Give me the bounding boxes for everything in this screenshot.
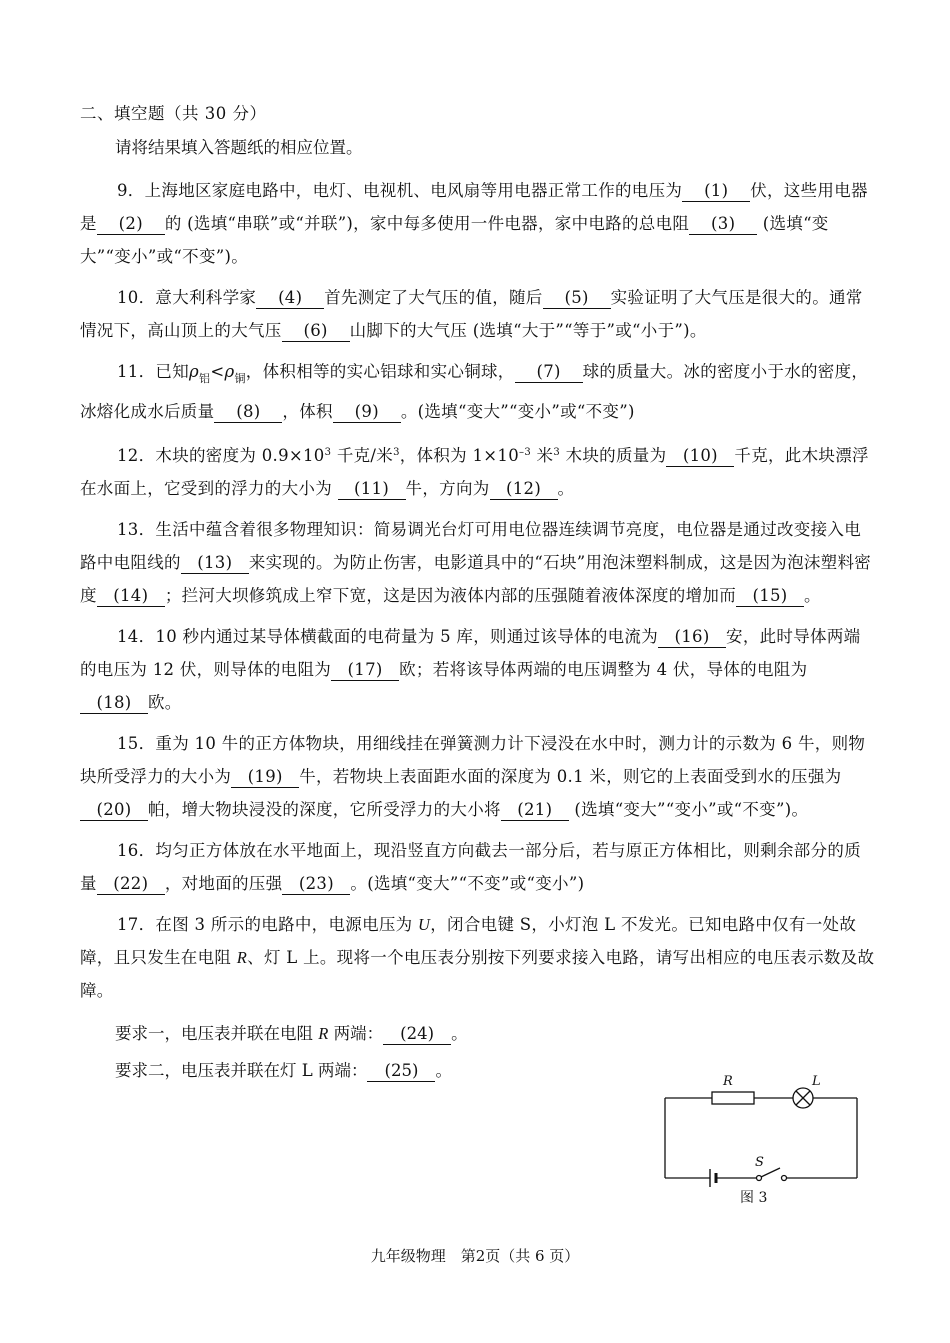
requirement-2: 要求二，电压表并联在灯 L 两端： (25) 。 <box>115 1061 452 1080</box>
answer-blank-2[interactable]: (2) <box>97 214 165 235</box>
answer-blank-17[interactable]: (17) <box>331 660 399 681</box>
question-9: 9．上海地区家庭电路中，电灯、电视机、电风扇等用电器正常工作的电压为 (1) 伏，这些用电器是 (2) 的 (选填“串联”或“并联”)，家中每多使用一件电器，家中电路的总电阻 (3) (选填“变大”“变小”或“不变”)。 <box>80 181 868 266</box>
answer-blank-5[interactable]: (5) <box>543 288 611 309</box>
answer-blank-6[interactable]: (6) <box>282 321 350 342</box>
answer-blank-12[interactable]: (12) <box>490 479 558 500</box>
requirement-1: 要求一，电压表并联在电阻 R 两端： (24) 。 <box>115 1024 468 1043</box>
answer-blank-14[interactable]: (14) <box>97 586 165 607</box>
figure-caption: 图 3 <box>740 1190 768 1206</box>
answer-blank-9[interactable]: (9) <box>333 402 401 423</box>
answer-blank-25[interactable]: (25) <box>367 1061 435 1082</box>
resistor-symbol <box>712 1092 754 1104</box>
question-13: 13．生活中蕴含着很多物理知识：简易调光台灯可用电位器连续调节亮度，电位器是通过改变接入电路中电阻线的 (13) 来实现的。为防止伤害，电影道具中的“石块”用泡沫塑料制成，这是因为泡沫塑料密度 (14) ；拦河大坝修筑成上窄下宽，这是因为液体内部的压强随着液体深度的增加而 (15) 。 <box>80 520 872 605</box>
answer-blank-8[interactable]: (8) <box>214 402 282 423</box>
question-12: 12．木块的密度为 $0.9\times 10^3$ 千克/米$^3$，体积为 $1\times 10^{-3}$ 米$^3$ 木块的质量为 (10) 千克，此木块漂浮在水面上，它受到的浮力的大小为 (11) 牛，方向为 (12) 。 <box>80 446 869 498</box>
answer-blank-1[interactable]: (1) <box>682 181 750 202</box>
answer-blank-10[interactable]: (10) <box>666 446 734 467</box>
answer-blank-15[interactable]: (15) <box>736 586 804 607</box>
answer-blank-13[interactable]: (13) <box>181 553 249 574</box>
answer-blank-21[interactable]: (21) <box>501 800 569 821</box>
label-r: R <box>723 1074 733 1089</box>
section-instruction: 请将结果填入答题纸的相应位置。 <box>115 138 363 157</box>
question-16: 16．均匀正方体放在水平地面上，现沿竖直方向截去一部分后，若与原正方体相比，则剩余部分的质量 (22) ，对地面的压强 (23) 。(选填“变大”“不变”或“变小”) <box>80 841 861 893</box>
answer-blank-4[interactable]: (4) <box>256 288 324 309</box>
answer-blank-22[interactable]: (22) <box>97 874 165 895</box>
question-17: 17．在图 3 所示的电路中，电源电压为 U，闭合电键 S，小灯泡 L 不发光。已知电路中仅有一处故障，且只发生在电阻 R、灯 L 上。现将一个电压表分别按下列要求接入电路，请写出相应的电压表示数及故障。 <box>80 915 875 1000</box>
answer-blank-18[interactable]: (18) <box>80 693 148 714</box>
answer-blank-23[interactable]: (23) <box>282 874 350 895</box>
section-title: 二、填空题（共 30 分） <box>80 104 267 123</box>
label-l: L <box>812 1074 821 1089</box>
answer-blank-11[interactable]: (11) <box>338 479 406 500</box>
answer-blank-20[interactable]: (20) <box>80 800 148 821</box>
answer-blank-7[interactable]: (7) <box>515 362 583 383</box>
answer-blank-19[interactable]: (19) <box>231 767 299 788</box>
page-footer: 九年级物理 第2页（共 6 页） <box>370 1247 580 1265</box>
answer-blank-24[interactable]: (24) <box>383 1024 451 1045</box>
answer-blank-16[interactable]: (16) <box>658 627 726 648</box>
exam-page <box>80 100 875 1087</box>
answer-blank-3[interactable]: (3) <box>689 214 757 235</box>
circuit-figure <box>660 1074 865 1215</box>
label-s: S <box>755 1155 764 1170</box>
question-15: 15．重为 10 牛的正方体物块，用细线挂在弹簧测力计下浸没在水中时，测力计的示数为 6 牛，则物块所受浮力的大小为 (19) 牛，若物块上表面距水面的深度为 0.1 米，则它的上表面受到水的压强为(20) 帕，增大物块浸没的深度，它所受浮力的大小将 (21) (选填“变大”“变小”或“不变”)。 <box>80 734 866 819</box>
question-14: 14．10 秒内通过某导体横截面的电荷量为 5 库，则通过该导体的电流为 (16) 安，此时导体两端的电压为 12 伏，则导体的电阻为 (17) 欧；若将该导体两端的电压调整为 4 伏，导体的电阻为(18) 欧。 <box>80 627 861 712</box>
question-11: 11．已知$\rho_铝<\rho_铜$，体积相等的实心铝球和实心铜球， (7) 球的质量大。冰的密度小于水的密度，冰熔化成水后质量 (8) ，体积 (9) 。(选填“变大”“变小”或“不变”) <box>80 362 869 421</box>
question-10: 10．意大利科学家 (4) 首先测定了大气压的值，随后 (5) 实验证明了大气压是很大的。通常情况下，高山顶上的大气压 (6) 山脚下的大气压 (选填“大于”“等于”或“小于”)。 <box>80 288 863 340</box>
